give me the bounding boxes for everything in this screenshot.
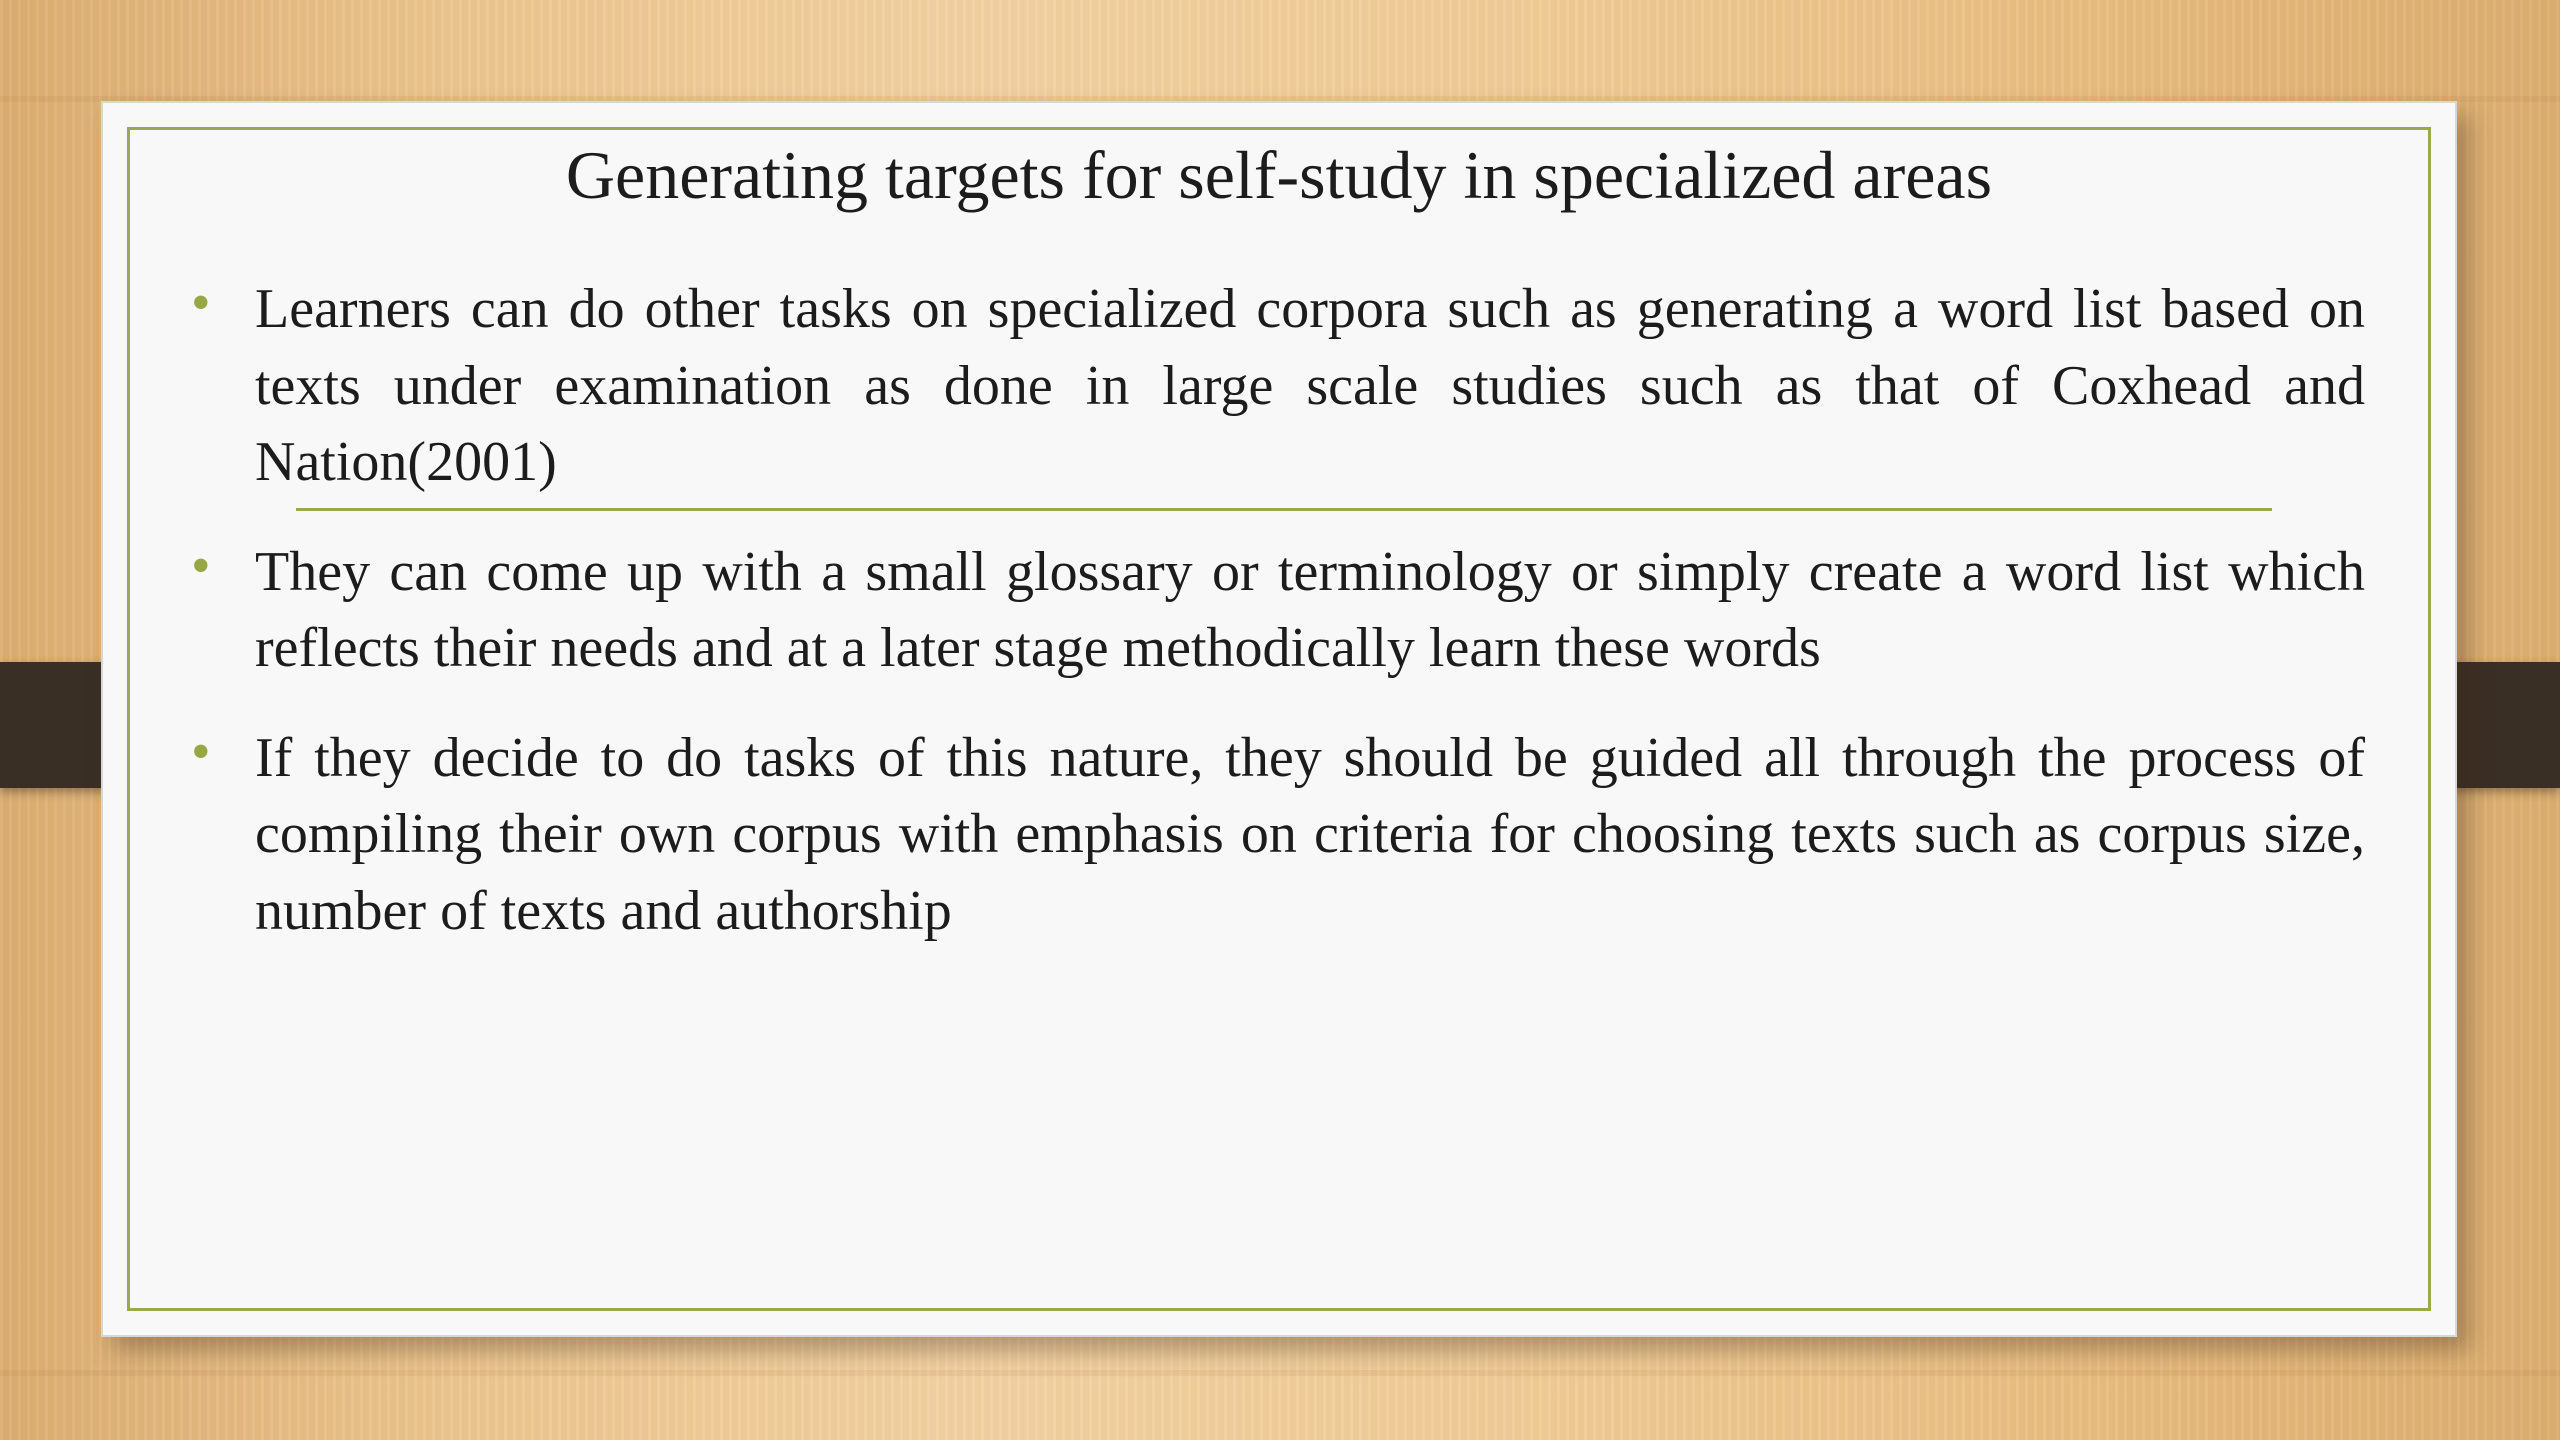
bullet-text: If they decide to do tasks of this nature, they should be guided all through the process of compiling their own corpus with emphasis on criteria for choosing texts such as corpus size, number of texts and authorship bbox=[255, 726, 2365, 942]
bullet-dot-icon: • bbox=[191, 272, 211, 334]
bullet-item bbox=[191, 534, 2365, 687]
bullet-item bbox=[191, 271, 2365, 501]
bullet-text: They can come up with a small glossary or terminology or simply create a word list which reflects their needs and at a later stage methodically learn these words bbox=[255, 540, 2365, 679]
bullet-dot-icon: • bbox=[191, 720, 211, 783]
divider-line bbox=[296, 508, 2272, 511]
bullet-text: Learners can do other tasks on specialized corpora such as generating a word list based on texts under examination as done in large scale studies such as that of Coxhead and Nation(2001) bbox=[255, 278, 2365, 493]
slide-card bbox=[101, 101, 2457, 1337]
bullet-dot-icon: • bbox=[191, 534, 211, 597]
bullet-list bbox=[191, 271, 2365, 949]
wood-grain bbox=[0, 1370, 2560, 1376]
bullet-item bbox=[191, 720, 2365, 950]
slide-title: Generating targets for self-study in specialized areas bbox=[565, 137, 1993, 213]
